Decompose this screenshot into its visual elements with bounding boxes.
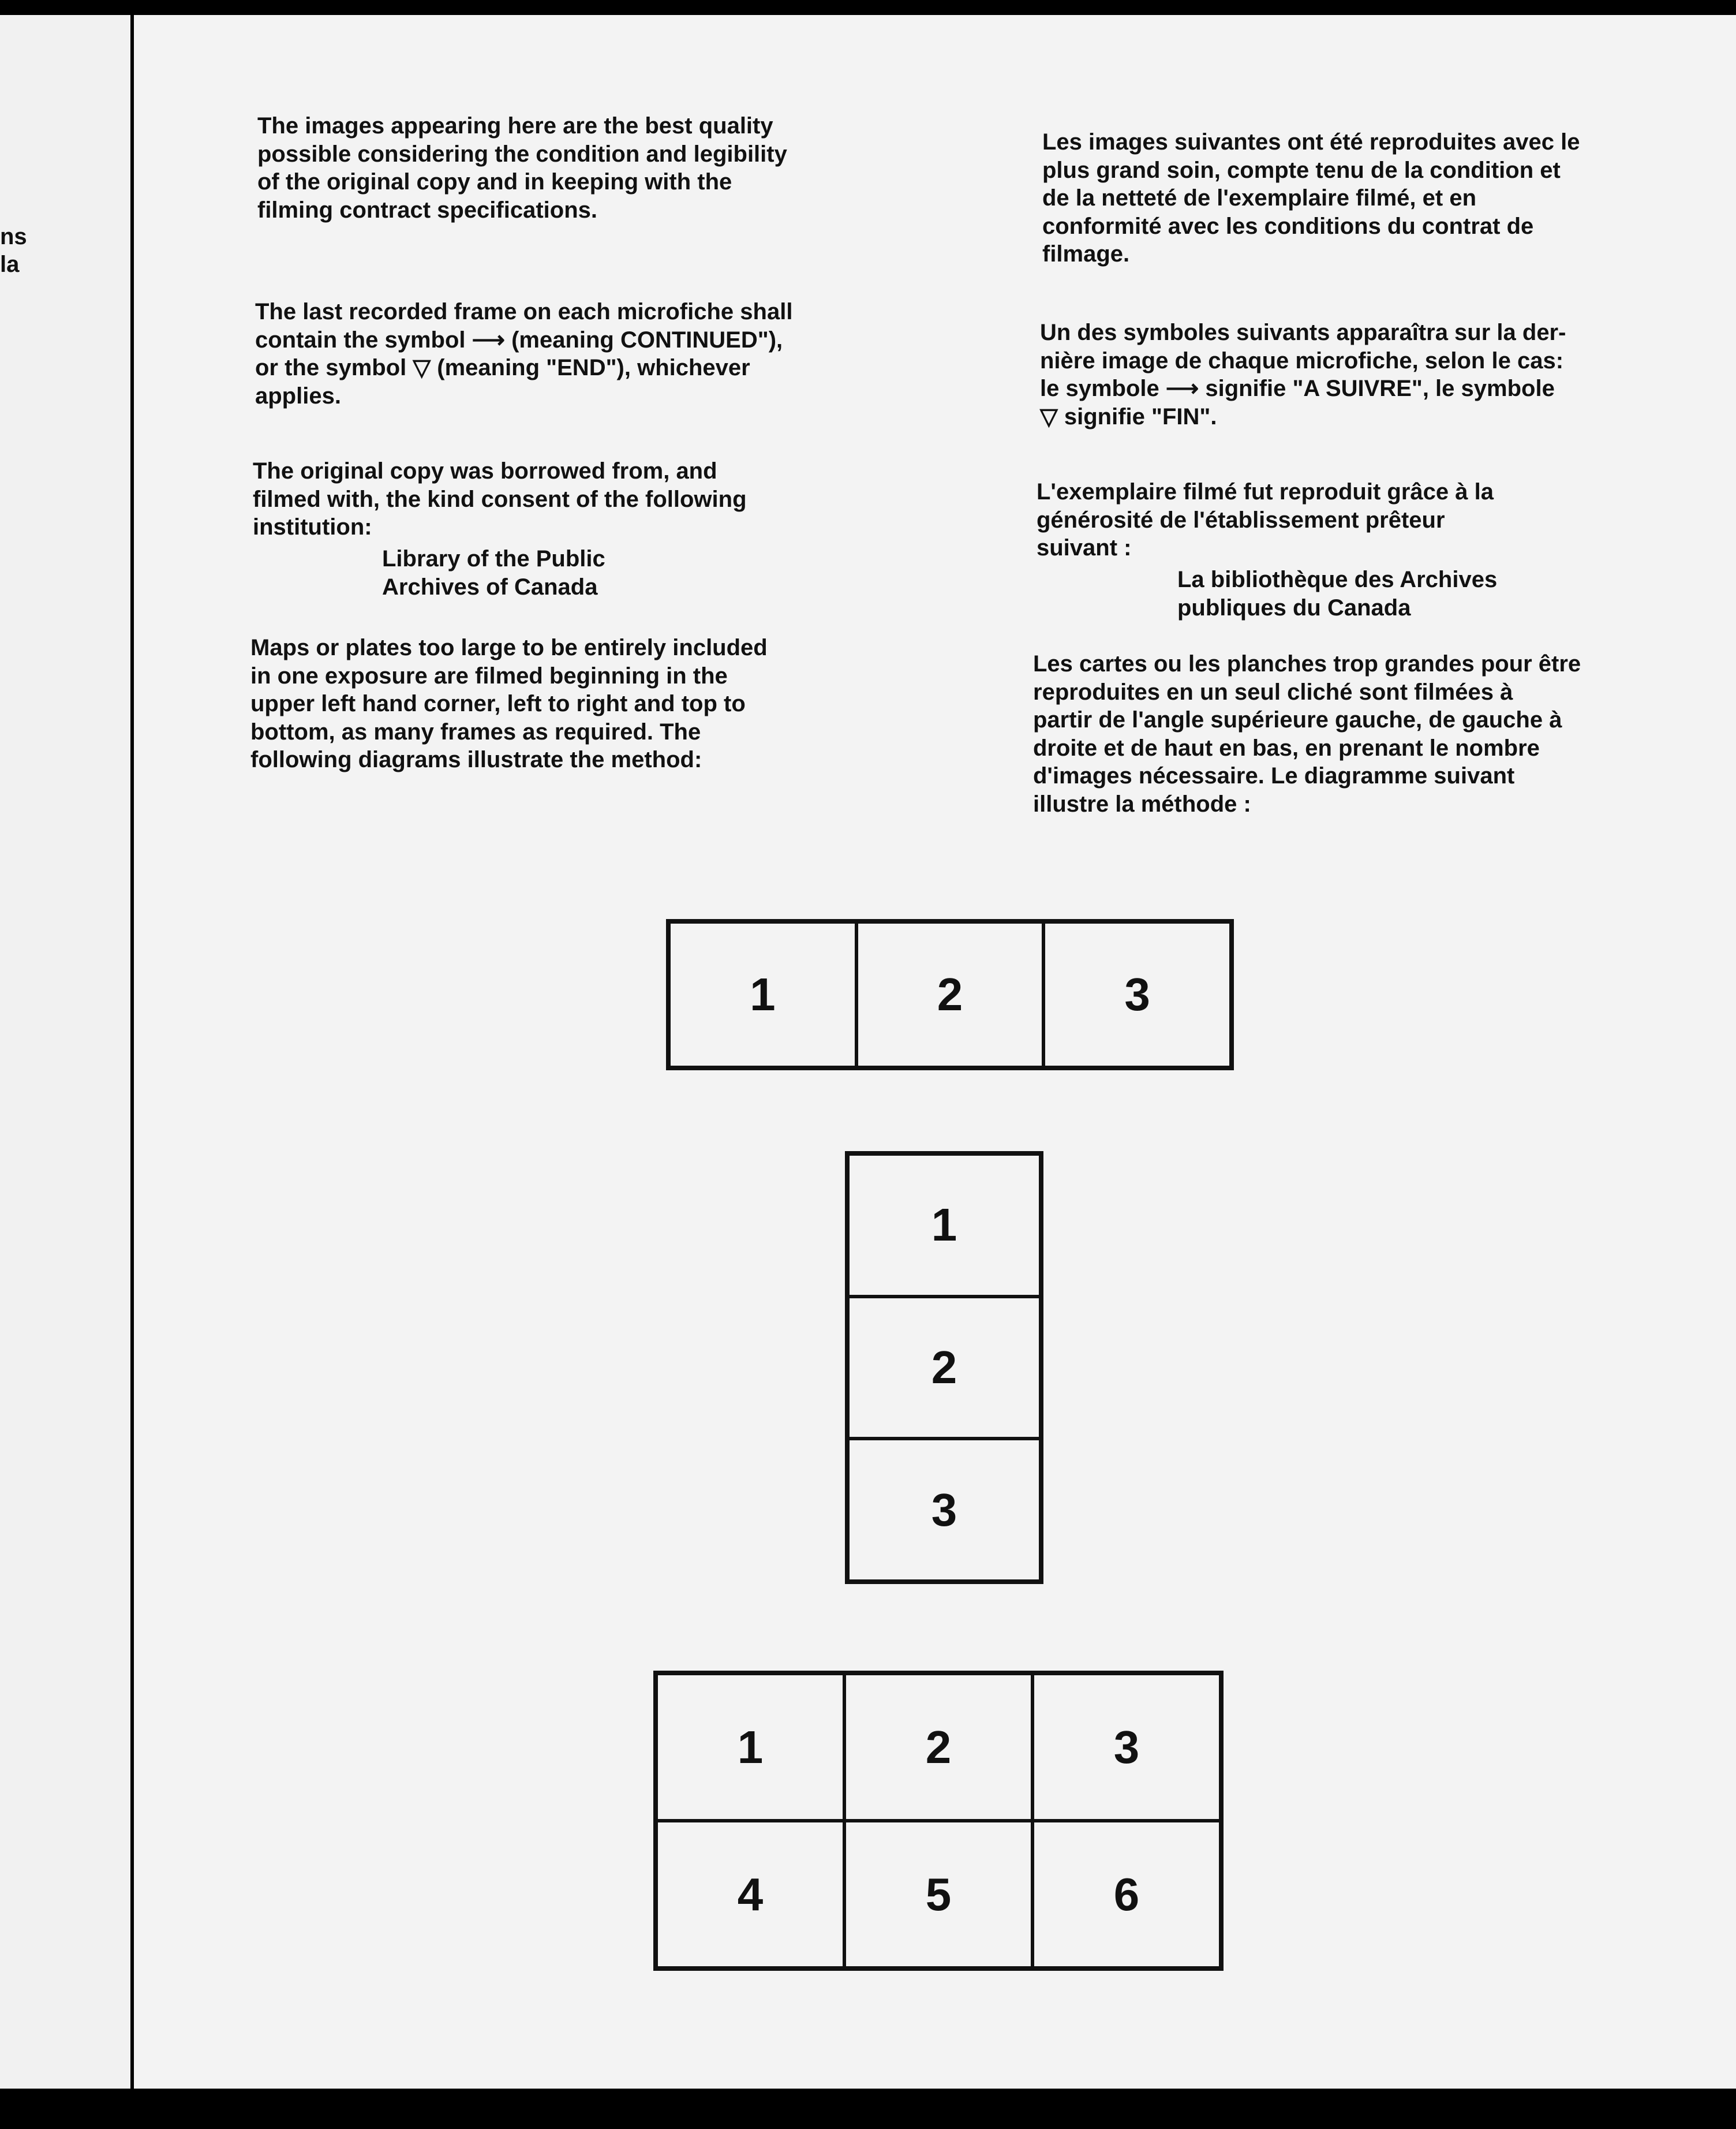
english-symbols-note: The last recorded frame on each microfiche shall contain the symbol ⟶ (meaning CONTINUED"), or the symbol ▽ (meaning "END"), whichever applies. bbox=[255, 299, 793, 409]
english-institution-name: Library of the Public Archives of Canada bbox=[382, 546, 605, 600]
french-consent-note: L'exemplaire filmé fut reproduit grâce à la générosité de l'établissement prêteur suivant : bbox=[1037, 479, 1494, 561]
frame-cell: 3 bbox=[848, 1439, 1041, 1581]
french-method-note: Les cartes ou les planches trop grandes pour être reproduites en un seul cliché sont filmées à partir de l'angle supérieure gauche, de gauche à droite et de haut en bas, en prenant le nombre d'images nécessaire. Le diagramme suivant illustre la méthode : bbox=[1033, 651, 1581, 817]
bottom-border bbox=[0, 2089, 1736, 2129]
frame-cell: 3 bbox=[1043, 922, 1231, 1067]
diagram-vertical-frames bbox=[845, 1151, 1043, 1584]
diagram-horizontal-frames bbox=[666, 919, 1234, 1070]
frame-cell: 6 bbox=[1032, 1821, 1221, 1968]
french-symbols-note: Un des symboles suivants apparaîtra sur la der- nière image de chaque microfiche, selon le cas: le symbole ⟶ signifie "A SUIVRE", le symbole ▽ signifie "FIN". bbox=[1040, 320, 1566, 429]
english-quality-note: The images appearing here are the best quality possible considering the condition and legibility of the original copy and in keeping with the filming contract specifications. bbox=[257, 113, 787, 223]
frame-cell: 1 bbox=[848, 1154, 1041, 1297]
english-method-note: Maps or plates too large to be entirely included in one exposure are filmed beginning in the upper left hand corner, left to right and top to bottom, as many frames as required. The following diagrams illustrate the method: bbox=[250, 635, 768, 772]
microfiche-notice-page bbox=[134, 15, 1736, 2089]
frame-cell: 4 bbox=[656, 1821, 844, 1968]
previous-page-fragment: ns bbox=[0, 224, 27, 249]
frame-cell: 2 bbox=[844, 1674, 1032, 1821]
frame-cell: 5 bbox=[844, 1821, 1032, 1968]
frame-cell: 3 bbox=[1032, 1674, 1221, 1821]
frame-cell: 1 bbox=[656, 1674, 844, 1821]
french-quality-note: Les images suivantes ont été reproduites avec le plus grand soin, compte tenu de la condition et de la netteté de l'exemplaire filmé, et en conformité avec les conditions du contrat de filmage. bbox=[1042, 129, 1580, 267]
frame-cell: 2 bbox=[848, 1297, 1041, 1439]
french-institution-name: La bibliothèque des Archives publiques du Canada bbox=[1177, 567, 1498, 621]
frame-cell: 1 bbox=[669, 922, 856, 1067]
english-consent-note: The original copy was borrowed from, and filmed with, the kind consent of the following institution: bbox=[253, 458, 747, 540]
top-border bbox=[0, 0, 1736, 15]
previous-page-edge bbox=[0, 15, 130, 2089]
diagram-grid-frames bbox=[653, 1671, 1224, 1971]
frame-cell: 2 bbox=[856, 922, 1044, 1067]
previous-page-fragment: la bbox=[0, 252, 20, 277]
